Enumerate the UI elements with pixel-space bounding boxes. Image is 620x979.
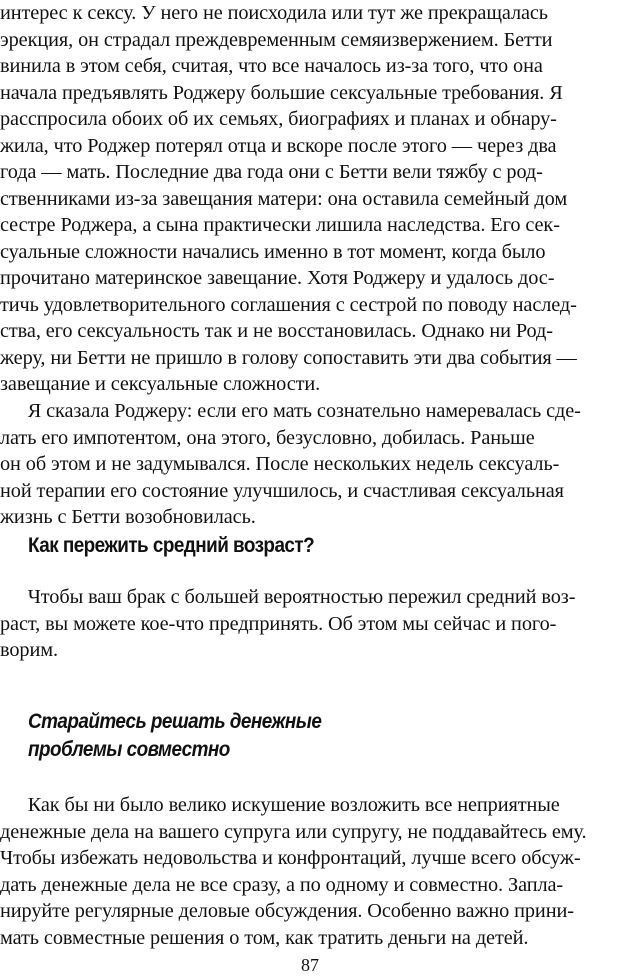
text-line: дать денежные дела не все сразу, а по одному и совместно. Запла- [0, 873, 564, 896]
text-line: ственниками из-за завещания матери: она оставила семейный дом [0, 187, 568, 210]
text-line: прочитано материнское завещание. Хотя Роджеру и удалось дос- [0, 267, 555, 289]
text-line: Как бы ни было велико искушение возложить все неприятные [27, 794, 560, 816]
text-line: суальные сложности начались именно в тот момент, когда было [0, 240, 546, 263]
text-line: лать его импотентом, она этого, безусловно, добилась. Раньше [0, 426, 535, 449]
text-line: Я сказала Роджеру: если его мать сознательно намеревалась сде- [27, 400, 581, 422]
paragraph-therapy-result [0, 398, 620, 531]
paragraph-roger-case [0, 0, 620, 398]
text-line: начала предъявлять Роджеру большие сексуальные требования. Я [0, 81, 563, 104]
text-line: мать совместные решения о том, как тратить деньги на детей. [0, 926, 529, 949]
text-line: раст, вы можете кое-что предпринять. Об этом мы сейчас и пого- [0, 612, 557, 635]
text-line: интерес к сексу. У него не поисходила или тут же прекращалась [0, 2, 548, 24]
paragraph-intro [0, 584, 620, 664]
text-line: денежные дела на вашего супруга или супругу, не поддавайтесь ему. [0, 820, 587, 843]
text-line: нируйте регулярные деловые обсуждения. Особенно важно прини- [0, 900, 574, 922]
text-line: ной терапии его состояние улучшилось, и счастливая сексуальная [0, 479, 564, 502]
section-heading: Как пережить средний возраст? [28, 534, 315, 557]
text-line: ворим. [0, 639, 58, 661]
page-number: 87 [301, 955, 319, 975]
paragraph-money [0, 792, 620, 951]
subsection-heading-line-2: проблемы совместно [28, 738, 230, 761]
text-line: расспросила обоих об их семьях, биографиях и планах и обнару- [0, 108, 557, 130]
text-line: завещание и сексуальные сложности. [0, 373, 321, 395]
text-line: тичь удовлетворительного соглашения с сестрой по поводу наслед- [0, 293, 577, 316]
text-line: он об этом и не задумывался. После нескольких недель сексуаль- [0, 453, 560, 475]
text-line: ства, его сексуальность так и не восстановилась. Однако ни Род- [0, 320, 553, 342]
text-line: жизнь с Бетти возобновилась. [0, 506, 256, 528]
text-line: сестре Роджера, а сына практически лишила наследства. Его сек- [0, 214, 560, 236]
text-line: винила в этом себя, считая, что все началось из-за того, что она [0, 55, 543, 77]
text-line: эрекция, он страдал преждевременным семяизвержением. Бетти [0, 28, 553, 51]
text-line: Чтобы ваш брак с большей вероятностью пережил средний воз- [27, 586, 576, 608]
text-line: жеру, ни Бетти не пришло в голову сопоставить эти два события — [0, 346, 577, 369]
subsection-heading-line-1: Старайтесь решать денежные [28, 710, 322, 733]
text-line: года — мать. Последние два года они с Бетти вели тяжбу с род- [0, 161, 543, 183]
text-line: Чтобы избежать недовольства и конфронтаций, лучше всего обсуж- [0, 847, 581, 869]
text-line: жила, что Роджер потерял отца и вскоре после этого — через два [0, 134, 557, 157]
